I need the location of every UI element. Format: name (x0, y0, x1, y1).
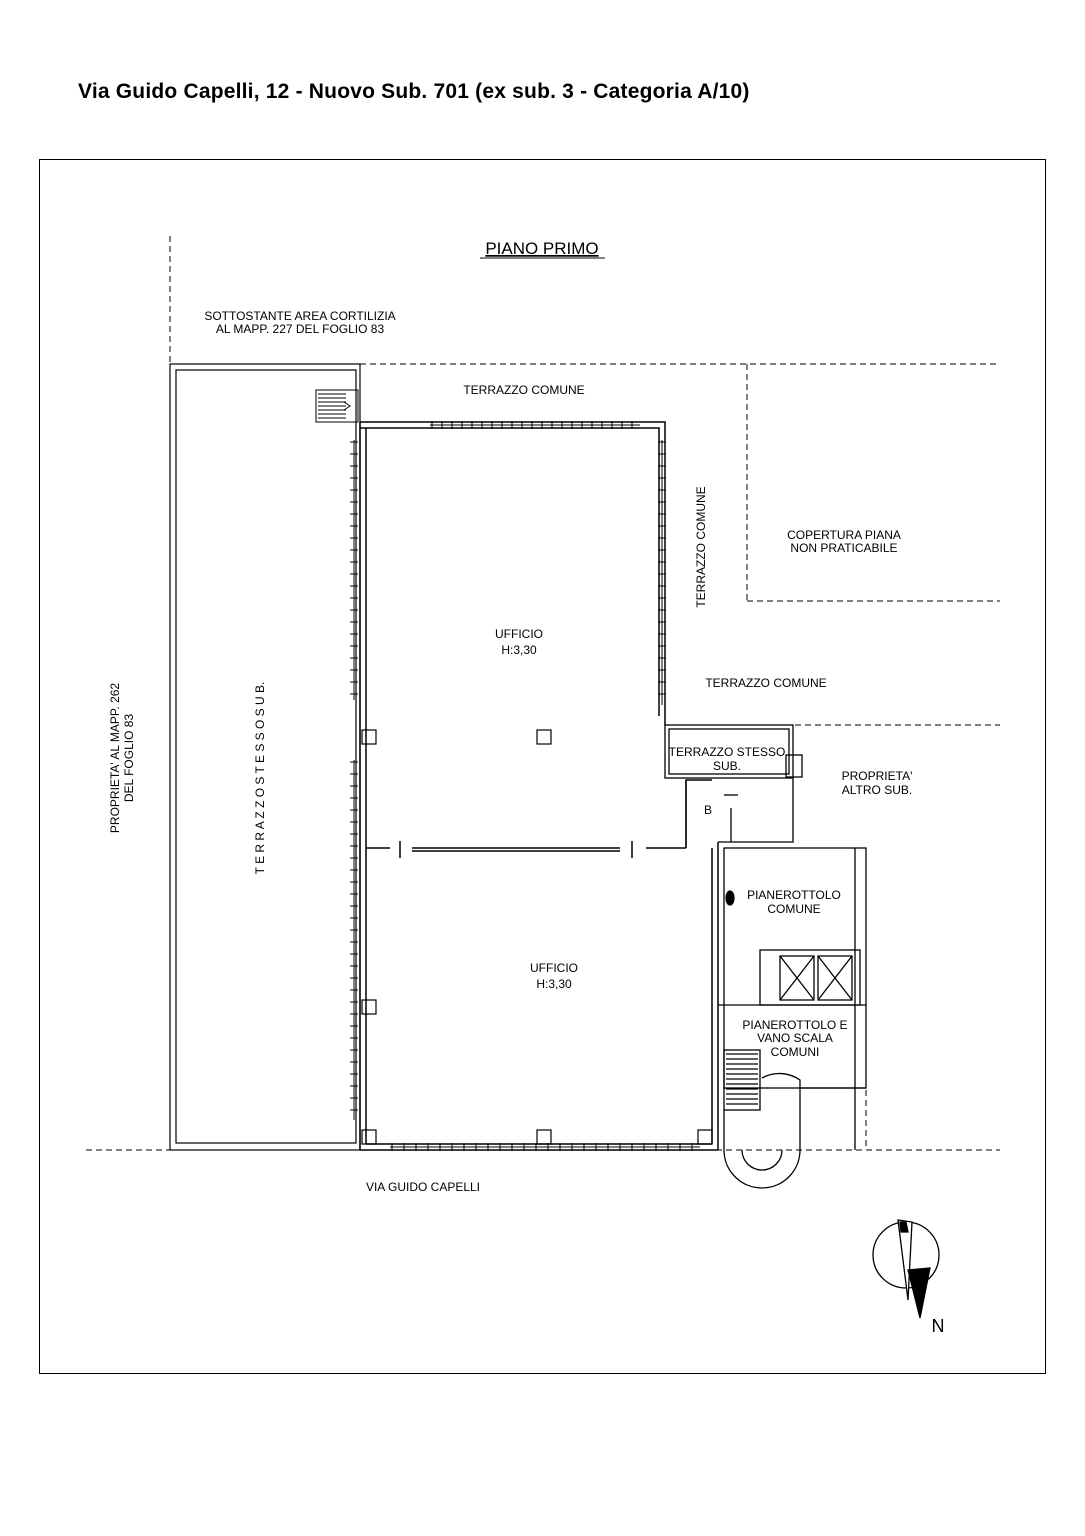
courtyard-label-2: AL MAPP. 227 DEL FOGLIO 83 (215, 322, 385, 336)
document-title: Via Guido Capelli, 12 - Nuovo Sub. 701 (ex sub. 3 - Categoria A/10) (78, 80, 750, 103)
courtyard-label-1: SOTTOSTANTE AREA CORTILIZIA (204, 309, 396, 323)
window-marks (354, 425, 700, 1147)
left-property-label-1: PROPRIETA' AL MAPP. 262 (108, 682, 122, 834)
small-terrace-block (665, 725, 802, 848)
stair-label-3: COMUNI (770, 1045, 820, 1059)
landing-label-1: PIANEROTTOLO (747, 888, 841, 902)
roof-label-1: COPERTURA PIANA (787, 528, 901, 542)
landing-label-2: COMUNE (767, 902, 821, 916)
terrace-same-sub-label-2: SUB. (712, 759, 742, 773)
stair-label-2: VANO SCALA (757, 1031, 833, 1045)
left-terrace-label: T E R R A Z Z O S T E S S O S U B. (253, 681, 267, 875)
window-ticks (350, 421, 692, 1151)
external-stair (316, 390, 358, 422)
other-property-label-1: PROPRIETA' (841, 769, 913, 783)
floor-label: PIANO PRIMO (485, 239, 599, 258)
office-walls (360, 422, 718, 1150)
north-arrow (873, 1220, 939, 1318)
office-lower-name: UFFICIO (530, 961, 578, 975)
terrace-same-sub-label-1: TERRAZZO STESSO (668, 745, 786, 759)
terrace-vertical-label: TERRAZZO COMUNE (694, 486, 708, 608)
street-label: VIA GUIDO CAPELLI (365, 1180, 481, 1194)
property-boundaries (86, 236, 1000, 1150)
bathroom-label: B (703, 803, 713, 817)
office-lower-height: H:3,30 (536, 977, 572, 991)
terrace-mid-label: TERRAZZO COMUNE (705, 676, 827, 690)
columns (362, 730, 712, 1144)
other-property-label-2: ALTRO SUB. (841, 783, 913, 797)
left-property-label-2: DEL FOGLIO 83 (122, 713, 136, 803)
terrace-top-label: TERRAZZO COMUNE (463, 383, 585, 397)
roof-label-2: NON PRATICABILE (790, 541, 898, 555)
office-upper-height: H:3,30 (501, 643, 537, 657)
north-label: N (931, 1316, 945, 1336)
stair-label-1: PIANEROTTOLO E (742, 1018, 848, 1032)
plan-labels (108, 239, 945, 1336)
office-upper-name: UFFICIO (495, 627, 543, 641)
